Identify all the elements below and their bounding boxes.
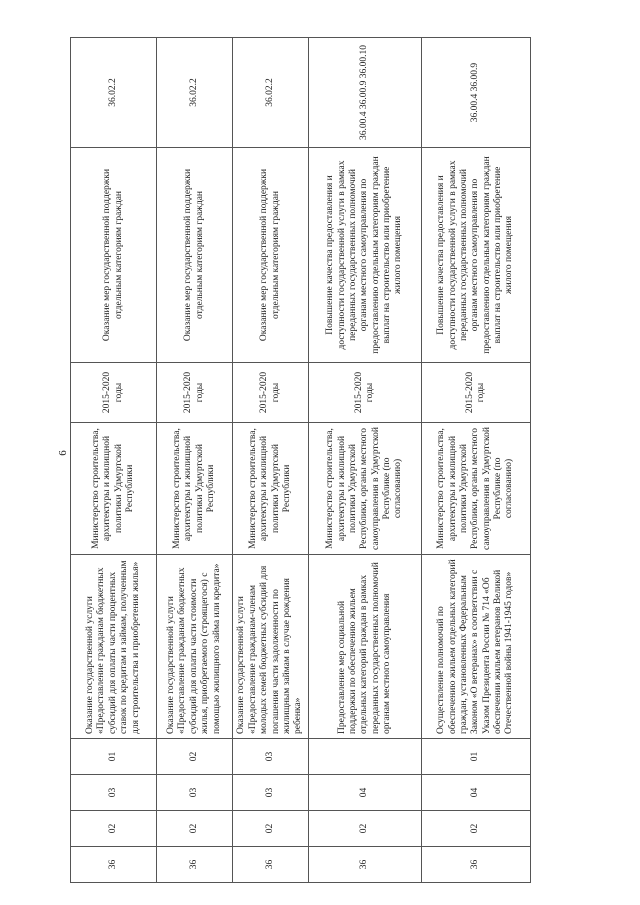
code-cell: 36 [422,847,531,883]
result-cell: Оказание мер государственной поддержки отдельным категориям граждан [71,148,157,363]
result-cell: Повышение качества предоставления и доступности государственной услуги в рамках переданных государственных полномочий органам местного самоуправления по предоставлению отдельным категориям граждан выплат на строительство или приобретение жилого помещения [309,148,422,363]
code-cell [309,739,422,775]
term-cell: 2015-2020 годы [233,363,309,423]
code-cell: 01 [422,739,531,775]
code-cell: 04 [422,775,531,811]
table-row [233,38,309,883]
code-cell: 02 [309,811,422,847]
term-cell: 2015-2020 годы [157,363,233,423]
executor-cell: Министерство строительства, архитектуры и жилищной политики Удмуртской Республики [71,423,157,555]
indicator-cell: 36.00.4 36.00.9 [422,38,531,148]
executor-cell: Министерство строительства, архитектуры и жилищной политики Удмуртской Республики, органы местного самоуправления в Удмуртской Республике (по согласованию) [309,423,422,555]
term-cell: 2015-2020 годы [309,363,422,423]
code-cell: 36 [233,847,309,883]
code-cell: 36 [309,847,422,883]
code-cell: 02 [233,811,309,847]
event-cell: Предоставление мер социальной поддержки по обеспечению жильем отдельных категорий граждан в рамках переданных государственных полномочий органам местного самоуправления [309,555,422,739]
code-cell: 03 [71,775,157,811]
code-cell: 02 [157,739,233,775]
table-row [71,38,157,883]
executor-cell: Министерство строительства, архитектуры и жилищной политики Удмуртской Республики [233,423,309,555]
code-cell: 02 [157,811,233,847]
executor-cell: Министерство строительства, архитектуры и жилищной политики Удмуртской Республики [157,423,233,555]
code-cell: 03 [157,775,233,811]
event-cell: Оказание государственной услуги «Предоставление гражданам бюджетных субсидий для оплаты части процентных ставок по кредитам и займам, полученным для строительства и приобретения жилья» [71,555,157,739]
code-cell: 36 [157,847,233,883]
event-cell: Оказание государственной услуги «Предоставление гражданам бюджетных субсидий для оплаты части стоимости жилья, приобретаемого (строящегося) с помощью жилищного займа или кредита» [157,555,233,739]
indicator-cell: 36.02.2 [71,38,157,148]
rotated-table-container [70,38,530,883]
indicator-cell: 36.02.2 [233,38,309,148]
event-cell: Оказание государственной услуги «Предоставление гражданам-членам молодых семей бюджетных субсидий для погашения части задолженности по жилищным займам в случае рождения ребенка» [233,555,309,739]
code-cell: 02 [71,811,157,847]
result-cell: Оказание мер государственной поддержки отдельным категориям граждан [157,148,233,363]
code-cell: 04 [309,775,422,811]
table-row [157,38,233,883]
event-cell: Осуществление полномочий по обеспечению жильем отдельных категорий граждан, установленных Федеральным Законом «О ветеранах» в соответствии с Указом Президента России № 714 «Об обеспечении жильем ветеранов Великой Отечественной войны 1941-1945 годов» [422,555,531,739]
code-cell: 36 [71,847,157,883]
programme-events-table [70,37,531,883]
term-cell: 2015-2020 годы [71,363,157,423]
result-cell: Повышение качества предоставления и доступности государственной услуги в рамках переданных государственных полномочий органам местного самоуправления по предоставлению отдельным категориям граждан выплат на строительство или приобретение жилого помещения [422,148,531,363]
executor-cell: Министерство строительства, архитектуры и жилищной политики Удмуртской Республики, органы местного самоуправления в Удмуртской Республике (по согласованию) [422,423,531,555]
code-cell: 02 [422,811,531,847]
result-cell: Оказание мер государственной поддержки отдельным категориям граждан [233,148,309,363]
code-cell: 01 [71,739,157,775]
table-row [309,38,422,883]
indicator-cell: 36.02.2 [157,38,233,148]
page-number: 6 [57,450,69,456]
table-row [422,38,531,883]
indicator-cell: 36.00.4 36.00.9 36.00.10 [309,38,422,148]
code-cell: 03 [233,739,309,775]
code-cell: 03 [233,775,309,811]
term-cell: 2015-2020 годы [422,363,531,423]
